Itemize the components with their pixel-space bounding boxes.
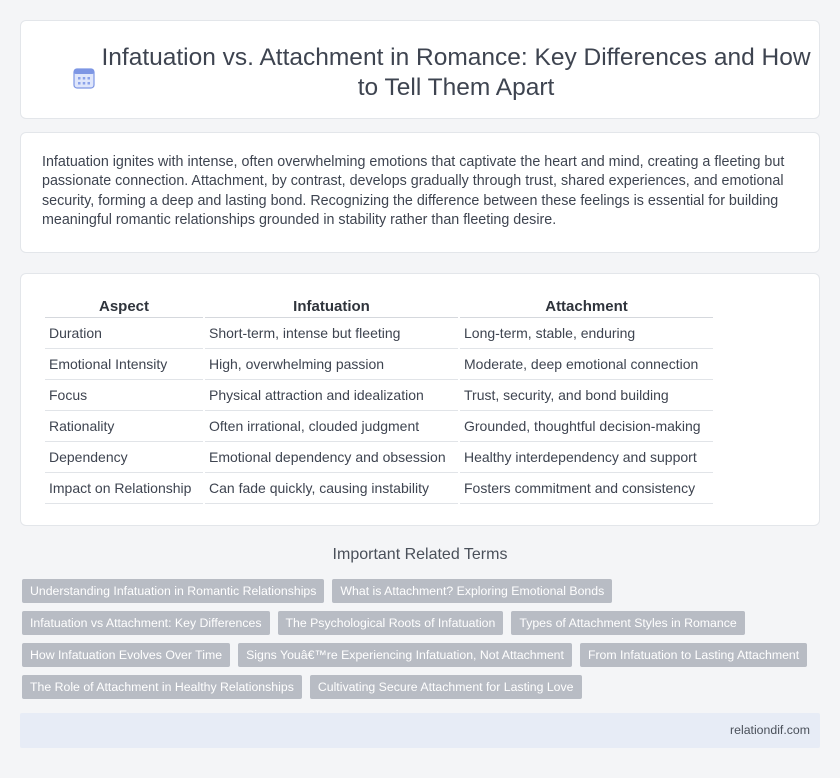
related-term-link[interactable]: The Psychological Roots of Infatuation	[278, 611, 504, 635]
related-term-link[interactable]: The Role of Attachment in Healthy Relationships	[22, 675, 302, 699]
header-aspect: Aspect	[45, 296, 203, 318]
table-cell-aspect: Impact on Relationship	[45, 473, 203, 504]
table-cell-attachment: Moderate, deep emotional connection	[460, 349, 713, 380]
related-terms-list	[22, 579, 812, 699]
table-cell-attachment: Long-term, stable, enduring	[460, 318, 713, 349]
table-row	[45, 318, 713, 349]
intro-paragraph: Infatuation ignites with intense, often overwhelming emotions that captivate the heart and mind, creating a fleeting but passionate connection. Attachment, by contrast, develops gradually through trust, shared experiences, and emotional security, forming a deep and lasting bond. Recognizing the difference between these feelings is essential for building meaningful romantic relationships grounded in stability rather than fleeting desire.	[42, 154, 785, 229]
calendar-icon	[73, 67, 95, 89]
table-row	[45, 473, 713, 504]
footer	[20, 713, 820, 748]
table-cell-infatuation: High, overwhelming passion	[205, 349, 458, 380]
table-cell-attachment: Fosters commitment and consistency	[460, 473, 713, 504]
table-cell-infatuation: Often irrational, clouded judgment	[205, 411, 458, 442]
related-term-link[interactable]: Types of Attachment Styles in Romance	[511, 611, 744, 635]
comparison-table	[43, 296, 715, 504]
table-cell-aspect: Focus	[45, 380, 203, 411]
header-infatuation: Infatuation	[205, 296, 458, 318]
related-term-link[interactable]: What is Attachment? Exploring Emotional Bonds	[332, 579, 612, 603]
title-card	[20, 20, 820, 119]
related-term-link[interactable]: Understanding Infatuation in Romantic Relationships	[22, 579, 324, 603]
header-attachment: Attachment	[460, 296, 713, 318]
table-row	[45, 411, 713, 442]
comparison-card	[20, 273, 820, 526]
table-cell-aspect: Emotional Intensity	[45, 349, 203, 380]
table-cell-infatuation: Physical attraction and idealization	[205, 380, 458, 411]
table-cell-aspect: Duration	[45, 318, 203, 349]
page-title: Infatuation vs. Attachment in Romance: Key Differences and How to Tell Them Apart	[101, 44, 811, 101]
table-cell-infatuation: Can fade quickly, causing instability	[205, 473, 458, 504]
table-cell-attachment: Grounded, thoughtful decision-making	[460, 411, 713, 442]
related-term-link[interactable]: How Infatuation Evolves Over Time	[22, 643, 230, 667]
related-term-link[interactable]: Cultivating Secure Attachment for Lasting Love	[310, 675, 582, 699]
related-term-link[interactable]: Signs Youâ€™re Experiencing Infatuation, Not Attachment	[238, 643, 572, 667]
intro-card	[20, 132, 820, 253]
table-row	[45, 380, 713, 411]
table-cell-attachment: Trust, security, and bond building	[460, 380, 713, 411]
related-term-link[interactable]: From Infatuation to Lasting Attachment	[580, 643, 807, 667]
table-header-row	[45, 296, 713, 318]
table-cell-infatuation: Short-term, intense but fleeting	[205, 318, 458, 349]
site-name[interactable]: relationdif.com	[730, 723, 810, 737]
table-cell-aspect: Rationality	[45, 411, 203, 442]
related-term-link[interactable]: Infatuation vs Attachment: Key Differences	[22, 611, 270, 635]
table-cell-aspect: Dependency	[45, 442, 203, 473]
related-terms-title: Important Related Terms	[332, 546, 508, 563]
table-row	[45, 349, 713, 380]
table-cell-infatuation: Emotional dependency and obsession	[205, 442, 458, 473]
table-cell-attachment: Healthy interdependency and support	[460, 442, 713, 473]
table-row	[45, 442, 713, 473]
